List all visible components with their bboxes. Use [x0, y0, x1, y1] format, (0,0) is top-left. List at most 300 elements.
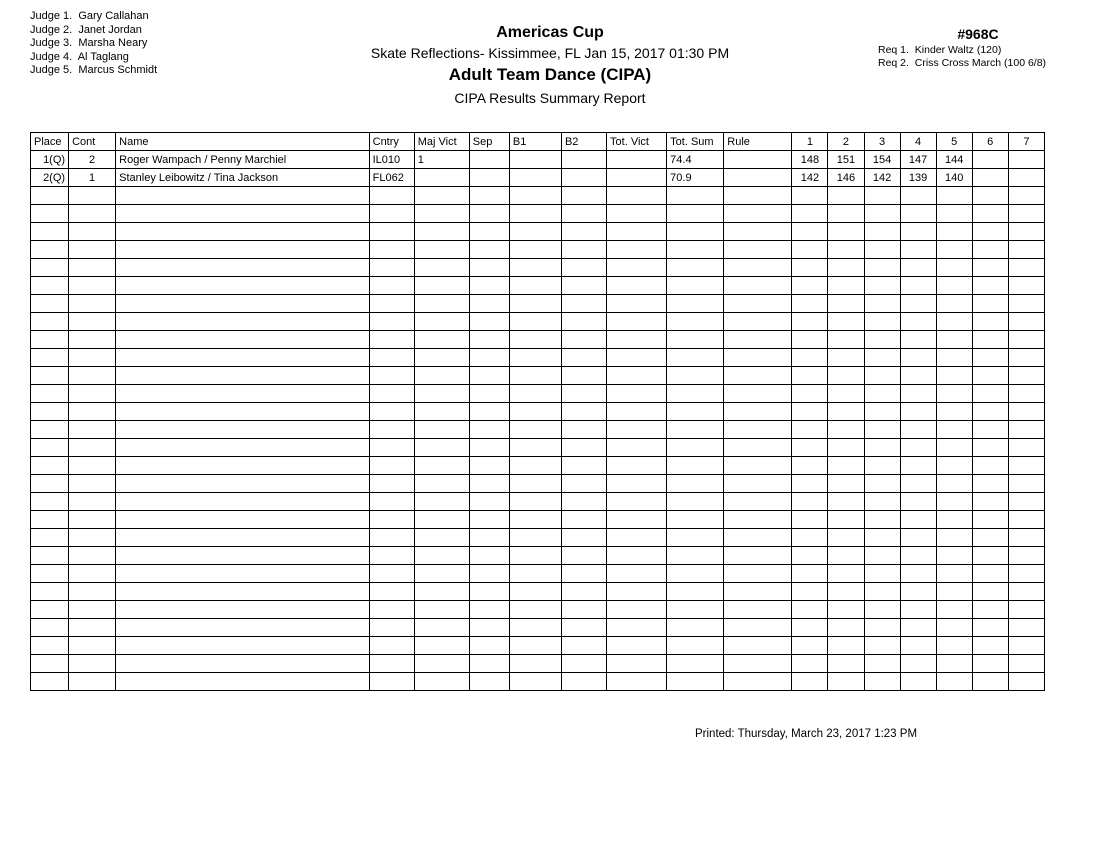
empty-table-cell: [369, 511, 414, 529]
empty-table-cell: [561, 241, 606, 259]
empty-table-cell: [31, 277, 69, 295]
empty-table-row: [31, 565, 1045, 583]
column-header: 6: [972, 133, 1008, 151]
empty-table-cell: [369, 565, 414, 583]
empty-table-cell: [936, 367, 972, 385]
empty-table-cell: [864, 655, 900, 673]
table-cell: 1(Q): [31, 151, 69, 169]
empty-table-cell: [469, 565, 509, 583]
empty-table-cell: [414, 529, 469, 547]
table-cell: [469, 169, 509, 187]
empty-table-cell: [936, 457, 972, 475]
empty-table-cell: [724, 187, 792, 205]
empty-table-cell: [469, 439, 509, 457]
empty-table-cell: [369, 619, 414, 637]
empty-table-cell: [900, 367, 936, 385]
empty-table-cell: [414, 349, 469, 367]
empty-table-cell: [561, 583, 606, 601]
empty-table-cell: [1008, 331, 1044, 349]
empty-table-cell: [116, 547, 369, 565]
empty-table-cell: [607, 619, 667, 637]
empty-table-cell: [1008, 619, 1044, 637]
empty-table-cell: [724, 547, 792, 565]
empty-table-cell: [667, 511, 724, 529]
table-cell: [414, 169, 469, 187]
empty-table-cell: [900, 475, 936, 493]
empty-table-row: [31, 187, 1045, 205]
empty-table-cell: [469, 349, 509, 367]
empty-table-cell: [900, 457, 936, 475]
empty-table-cell: [667, 187, 724, 205]
table-cell: 1: [69, 169, 116, 187]
empty-table-cell: [69, 655, 116, 673]
empty-table-cell: [900, 583, 936, 601]
empty-table-cell: [414, 457, 469, 475]
results-table: [30, 132, 1045, 691]
empty-table-cell: [792, 259, 828, 277]
requirement-line: Req 2. Criss Cross March (100 6/8): [878, 57, 1047, 69]
empty-table-cell: [936, 421, 972, 439]
empty-table-cell: [936, 475, 972, 493]
empty-table-cell: [469, 673, 509, 691]
empty-table-cell: [31, 493, 69, 511]
empty-table-cell: [792, 547, 828, 565]
competition-title: Americas Cup: [496, 24, 604, 41]
empty-table-cell: [667, 313, 724, 331]
empty-table-cell: [900, 493, 936, 511]
empty-table-cell: [936, 349, 972, 367]
empty-table-cell: [900, 241, 936, 259]
table-cell: 142: [864, 169, 900, 187]
empty-table-cell: [369, 259, 414, 277]
empty-table-cell: [414, 637, 469, 655]
empty-table-cell: [900, 403, 936, 421]
report-title: CIPA Results Summary Report: [454, 90, 646, 106]
empty-table-cell: [607, 385, 667, 403]
empty-table-cell: [724, 403, 792, 421]
empty-table-cell: [972, 493, 1008, 511]
empty-table-cell: [792, 637, 828, 655]
empty-table-cell: [509, 385, 561, 403]
empty-table-cell: [936, 493, 972, 511]
empty-table-cell: [724, 367, 792, 385]
empty-table-row: [31, 367, 1045, 385]
empty-table-cell: [828, 367, 864, 385]
empty-table-cell: [900, 331, 936, 349]
empty-table-cell: [667, 349, 724, 367]
empty-table-cell: [828, 457, 864, 475]
empty-table-cell: [414, 511, 469, 529]
empty-table-cell: [864, 619, 900, 637]
empty-table-cell: [31, 367, 69, 385]
empty-table-cell: [369, 187, 414, 205]
empty-table-cell: [828, 295, 864, 313]
empty-table-cell: [667, 529, 724, 547]
empty-table-cell: [724, 313, 792, 331]
empty-table-cell: [469, 259, 509, 277]
empty-table-cell: [864, 403, 900, 421]
empty-table-cell: [509, 277, 561, 295]
empty-table-row: [31, 223, 1045, 241]
empty-table-cell: [31, 421, 69, 439]
empty-table-cell: [469, 601, 509, 619]
empty-table-cell: [561, 349, 606, 367]
empty-table-cell: [864, 385, 900, 403]
table-cell: 2: [69, 151, 116, 169]
empty-table-cell: [828, 313, 864, 331]
empty-table-cell: [972, 241, 1008, 259]
table-cell: Roger Wampach / Penny Marchiel: [116, 151, 369, 169]
empty-table-cell: [972, 547, 1008, 565]
empty-table-cell: [864, 475, 900, 493]
empty-table-cell: [509, 241, 561, 259]
table-cell: 2(Q): [31, 169, 69, 187]
empty-table-cell: [31, 439, 69, 457]
empty-table-cell: [561, 367, 606, 385]
empty-table-cell: [69, 565, 116, 583]
empty-table-cell: [509, 313, 561, 331]
empty-table-cell: [972, 349, 1008, 367]
empty-table-cell: [369, 637, 414, 655]
empty-table-cell: [724, 475, 792, 493]
column-header: Place: [31, 133, 69, 151]
empty-table-cell: [972, 601, 1008, 619]
empty-table-cell: [414, 277, 469, 295]
empty-table-cell: [607, 565, 667, 583]
empty-table-cell: [509, 421, 561, 439]
empty-table-cell: [828, 637, 864, 655]
empty-table-cell: [469, 655, 509, 673]
column-header: Maj Vict: [414, 133, 469, 151]
empty-table-cell: [31, 349, 69, 367]
empty-table-row: [31, 403, 1045, 421]
empty-table-cell: [828, 241, 864, 259]
empty-table-row: [31, 439, 1045, 457]
empty-table-cell: [509, 457, 561, 475]
empty-table-cell: [561, 475, 606, 493]
empty-table-cell: [828, 349, 864, 367]
empty-table-cell: [936, 583, 972, 601]
column-header: 1: [792, 133, 828, 151]
empty-table-cell: [972, 637, 1008, 655]
empty-table-cell: [724, 349, 792, 367]
empty-table-row: [31, 457, 1045, 475]
empty-table-cell: [667, 655, 724, 673]
empty-table-cell: [828, 655, 864, 673]
empty-table-cell: [509, 547, 561, 565]
empty-table-cell: [116, 475, 369, 493]
column-header: Tot. Vict: [607, 133, 667, 151]
table-header-row: [31, 133, 1045, 151]
empty-table-cell: [561, 529, 606, 547]
empty-table-cell: [667, 295, 724, 313]
empty-table-cell: [561, 421, 606, 439]
column-header: 3: [864, 133, 900, 151]
table-cell: [561, 151, 606, 169]
printed-timestamp: Printed: Thursday, March 23, 2017 1:23 PM: [695, 728, 918, 740]
empty-table-cell: [116, 277, 369, 295]
empty-table-cell: [116, 529, 369, 547]
empty-table-cell: [469, 475, 509, 493]
empty-table-cell: [667, 565, 724, 583]
table-cell: FL062: [369, 169, 414, 187]
empty-table-cell: [369, 349, 414, 367]
empty-table-cell: [828, 493, 864, 511]
empty-table-cell: [1008, 385, 1044, 403]
empty-table-row: [31, 493, 1045, 511]
empty-table-cell: [864, 205, 900, 223]
empty-table-cell: [828, 223, 864, 241]
table-cell: [972, 151, 1008, 169]
empty-table-row: [31, 331, 1045, 349]
column-header: 2: [828, 133, 864, 151]
empty-table-cell: [828, 331, 864, 349]
empty-table-cell: [724, 259, 792, 277]
empty-table-cell: [509, 637, 561, 655]
empty-table-row: [31, 475, 1045, 493]
empty-table-cell: [116, 313, 369, 331]
empty-table-cell: [31, 655, 69, 673]
empty-table-cell: [607, 673, 667, 691]
empty-table-row: [31, 655, 1045, 673]
empty-table-cell: [469, 583, 509, 601]
empty-table-cell: [864, 367, 900, 385]
empty-table-cell: [792, 277, 828, 295]
empty-table-cell: [469, 223, 509, 241]
empty-table-cell: [828, 601, 864, 619]
empty-table-cell: [792, 187, 828, 205]
empty-table-cell: [31, 637, 69, 655]
empty-table-cell: [724, 673, 792, 691]
empty-table-cell: [561, 493, 606, 511]
empty-table-cell: [116, 259, 369, 277]
empty-table-cell: [1008, 565, 1044, 583]
empty-table-cell: [667, 637, 724, 655]
table-cell: 70.9: [667, 169, 724, 187]
empty-table-cell: [509, 223, 561, 241]
empty-table-cell: [936, 439, 972, 457]
empty-table-cell: [69, 313, 116, 331]
empty-table-cell: [1008, 349, 1044, 367]
empty-table-cell: [561, 259, 606, 277]
empty-table-cell: [116, 655, 369, 673]
empty-table-cell: [936, 241, 972, 259]
empty-table-cell: [667, 619, 724, 637]
empty-table-cell: [724, 529, 792, 547]
empty-table-cell: [414, 403, 469, 421]
empty-table-cell: [607, 349, 667, 367]
empty-table-cell: [828, 277, 864, 295]
empty-table-cell: [972, 475, 1008, 493]
empty-table-cell: [828, 403, 864, 421]
empty-table-cell: [1008, 547, 1044, 565]
empty-table-cell: [724, 295, 792, 313]
empty-table-cell: [900, 187, 936, 205]
empty-table-cell: [828, 529, 864, 547]
empty-table-cell: [469, 457, 509, 475]
empty-table-cell: [936, 259, 972, 277]
empty-table-cell: [561, 439, 606, 457]
empty-table-cell: [792, 421, 828, 439]
empty-table-cell: [607, 259, 667, 277]
empty-table-cell: [509, 511, 561, 529]
empty-table-row: [31, 583, 1045, 601]
empty-table-cell: [900, 565, 936, 583]
empty-table-cell: [724, 421, 792, 439]
empty-table-cell: [864, 637, 900, 655]
empty-table-cell: [667, 673, 724, 691]
requirement-line: Req 1. Kinder Waltz (120): [878, 44, 1002, 56]
empty-table-cell: [972, 565, 1008, 583]
empty-table-cell: [972, 673, 1008, 691]
empty-table-cell: [864, 457, 900, 475]
empty-table-cell: [414, 295, 469, 313]
empty-table-cell: [724, 223, 792, 241]
empty-table-cell: [900, 673, 936, 691]
empty-table-cell: [972, 385, 1008, 403]
empty-table-cell: [561, 205, 606, 223]
empty-table-cell: [116, 241, 369, 259]
empty-table-cell: [1008, 187, 1044, 205]
empty-table-row: [31, 529, 1045, 547]
empty-table-cell: [972, 655, 1008, 673]
empty-table-cell: [667, 241, 724, 259]
empty-table-cell: [972, 331, 1008, 349]
empty-table-cell: [972, 421, 1008, 439]
empty-table-cell: [509, 475, 561, 493]
empty-table-cell: [31, 241, 69, 259]
empty-table-cell: [69, 367, 116, 385]
empty-table-cell: [369, 421, 414, 439]
empty-table-cell: [116, 223, 369, 241]
empty-table-cell: [69, 421, 116, 439]
judge-line: Judge 2. Janet Jordan: [30, 23, 142, 36]
empty-table-cell: [607, 457, 667, 475]
empty-table-cell: [792, 223, 828, 241]
empty-table-cell: [1008, 673, 1044, 691]
empty-table-cell: [667, 493, 724, 511]
table-cell: 142: [792, 169, 828, 187]
empty-table-cell: [607, 655, 667, 673]
empty-table-cell: [414, 367, 469, 385]
empty-table-cell: [561, 547, 606, 565]
empty-table-cell: [69, 619, 116, 637]
empty-table-cell: [414, 385, 469, 403]
empty-table-cell: [469, 241, 509, 259]
empty-table-cell: [972, 259, 1008, 277]
empty-table-cell: [509, 367, 561, 385]
empty-table-cell: [116, 295, 369, 313]
empty-table-cell: [667, 385, 724, 403]
empty-table-cell: [116, 349, 369, 367]
empty-table-cell: [607, 511, 667, 529]
empty-table-cell: [469, 547, 509, 565]
empty-table-cell: [724, 385, 792, 403]
requirements-list: [878, 44, 1078, 70]
empty-table-cell: [469, 637, 509, 655]
empty-table-cell: [972, 313, 1008, 331]
empty-table-cell: [667, 457, 724, 475]
empty-table-cell: [972, 295, 1008, 313]
empty-table-cell: [414, 439, 469, 457]
empty-table-cell: [936, 547, 972, 565]
empty-table-cell: [792, 583, 828, 601]
empty-table-cell: [369, 601, 414, 619]
empty-table-cell: [369, 583, 414, 601]
empty-table-cell: [561, 601, 606, 619]
empty-table-cell: [828, 547, 864, 565]
empty-table-cell: [828, 673, 864, 691]
empty-table-cell: [900, 277, 936, 295]
empty-table-cell: [972, 205, 1008, 223]
event-number: #968C: [957, 26, 999, 42]
empty-table-cell: [116, 637, 369, 655]
empty-table-cell: [900, 295, 936, 313]
empty-table-cell: [414, 565, 469, 583]
column-header: B2: [561, 133, 606, 151]
empty-table-row: [31, 673, 1045, 691]
empty-table-cell: [509, 403, 561, 421]
empty-table-cell: [469, 367, 509, 385]
empty-table-cell: [792, 511, 828, 529]
empty-table-row: [31, 277, 1045, 295]
empty-table-cell: [607, 601, 667, 619]
empty-table-cell: [864, 583, 900, 601]
table-cell: 140: [936, 169, 972, 187]
empty-table-cell: [900, 259, 936, 277]
table-cell: [1008, 151, 1044, 169]
empty-table-cell: [469, 403, 509, 421]
table-row: [31, 169, 1045, 187]
empty-table-cell: [561, 277, 606, 295]
empty-table-cell: [792, 493, 828, 511]
table-cell: 139: [900, 169, 936, 187]
empty-table-cell: [69, 241, 116, 259]
empty-table-cell: [864, 547, 900, 565]
empty-table-cell: [414, 241, 469, 259]
empty-table-cell: [900, 547, 936, 565]
empty-table-cell: [1008, 313, 1044, 331]
empty-table-cell: [369, 313, 414, 331]
empty-table-cell: [1008, 403, 1044, 421]
empty-table-cell: [561, 403, 606, 421]
empty-table-cell: [31, 673, 69, 691]
empty-table-cell: [936, 619, 972, 637]
empty-table-cell: [900, 439, 936, 457]
empty-table-cell: [607, 277, 667, 295]
empty-table-cell: [828, 421, 864, 439]
empty-table-cell: [69, 511, 116, 529]
table-cell: 154: [864, 151, 900, 169]
table-cell: Stanley Leibowitz / Tina Jackson: [116, 169, 369, 187]
empty-table-cell: [900, 529, 936, 547]
empty-table-cell: [900, 349, 936, 367]
table-cell: [724, 151, 792, 169]
empty-table-cell: [792, 295, 828, 313]
empty-table-cell: [31, 223, 69, 241]
empty-table-cell: [69, 457, 116, 475]
empty-table-cell: [69, 295, 116, 313]
empty-table-cell: [936, 403, 972, 421]
empty-table-cell: [792, 475, 828, 493]
empty-table-cell: [509, 655, 561, 673]
empty-table-cell: [369, 547, 414, 565]
table-cell: 1: [414, 151, 469, 169]
empty-table-cell: [561, 511, 606, 529]
empty-table-cell: [864, 439, 900, 457]
empty-table-row: [31, 619, 1045, 637]
empty-table-cell: [724, 457, 792, 475]
